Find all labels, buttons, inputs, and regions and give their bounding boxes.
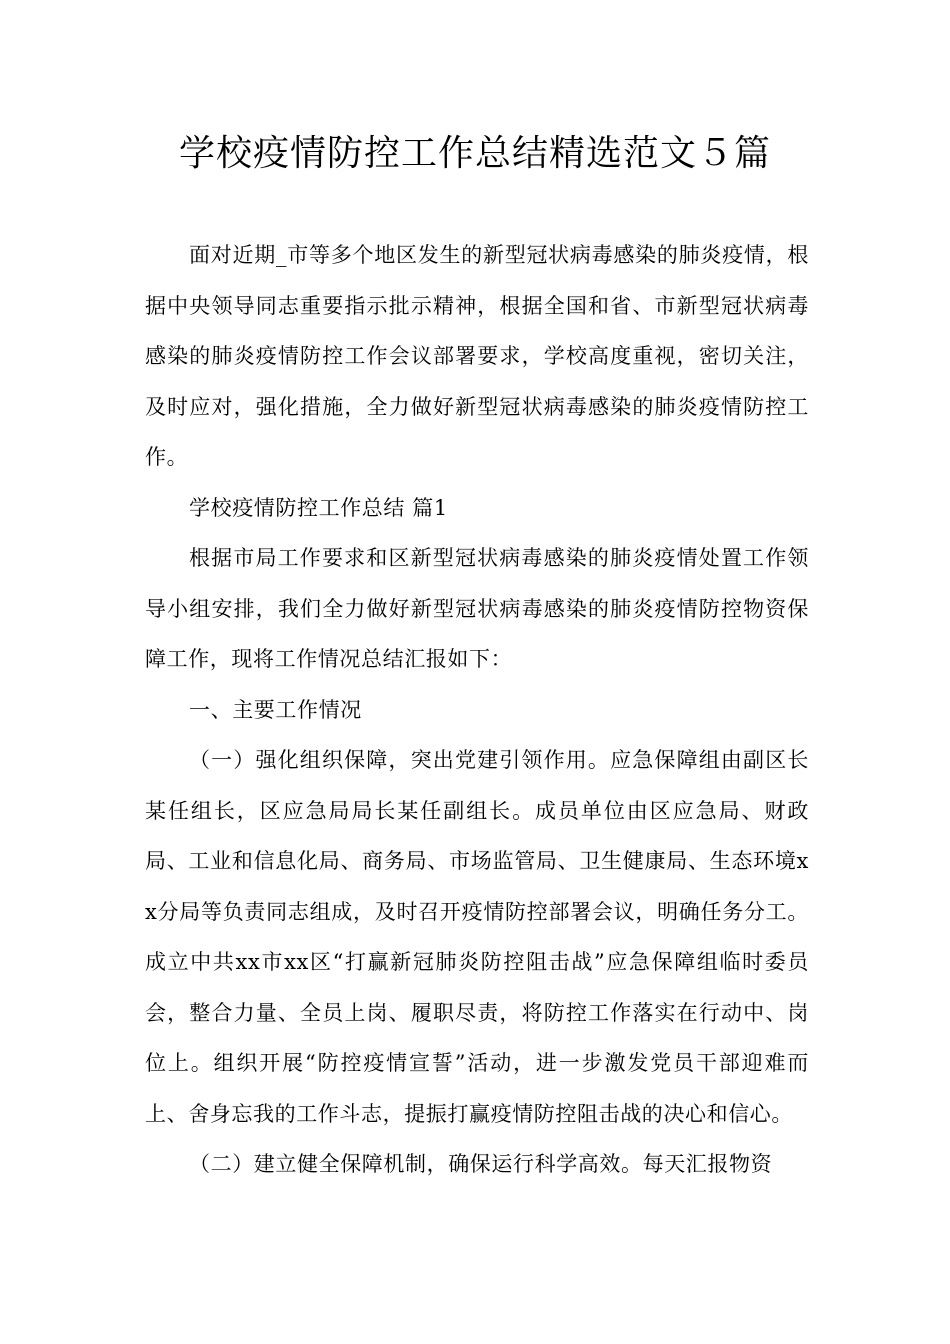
section-heading-part1: 学校疫情防控工作总结 篇1: [189, 495, 448, 520]
part1-intro-paragraph: 根据市局工作要求和区新型冠状病毒感染的肺炎疫情处置工作领导小组安排，我们全力做好新型冠状病毒感染的肺炎疫情防控物资保障工作，现将工作情况总结汇报如下：: [145, 546, 809, 671]
item-two-paragraph: （二）建立健全保障机制，确保运行科学高效。每天汇报物资: [189, 1152, 773, 1176]
intro-paragraph: 面对近期_市等多个地区发生的新型冠状病毒感染的肺炎疫情，根据中央领导同志重要指示批示精神，根据全国和省、市新型冠状病毒感染的肺炎疫情防控工作会议部署要求，学校高度重视，密切关注，及时应对，强化措施，全力做好新型冠状病毒感染的肺炎疫情防控工作。: [145, 243, 809, 469]
item-one-paragraph: （一）强化组织保障，突出党建引领作用。应急保障组由副区长某任组长，区应急局局长某任副组长。成员单位由区应急局、财政局、工业和信息化局、商务局、市场监管局、卫生健康局、生态环境xx分局等负责同志组成，及时召开疫情防控部署会议，明确任务分工。成立中共xx市xx区“打赢新冠肺炎防控阻击战”应急保障组临时委员会，整合力量、全员上岗、履职尽责，将防控工作落实在行动中、岗位上。组织开展“防控疫情宣誓”活动，进一步激发党员干部迎难而上、舍身忘我的工作斗志，提振打赢疫情防控阻击战的决心和信心。: [145, 748, 809, 1126]
document-title: 学校疫情防控工作总结精选范文５篇: [178, 133, 771, 174]
document-body: [145, 230, 809, 1190]
subheading-main-work: 一、主要工作情况: [189, 697, 362, 722]
